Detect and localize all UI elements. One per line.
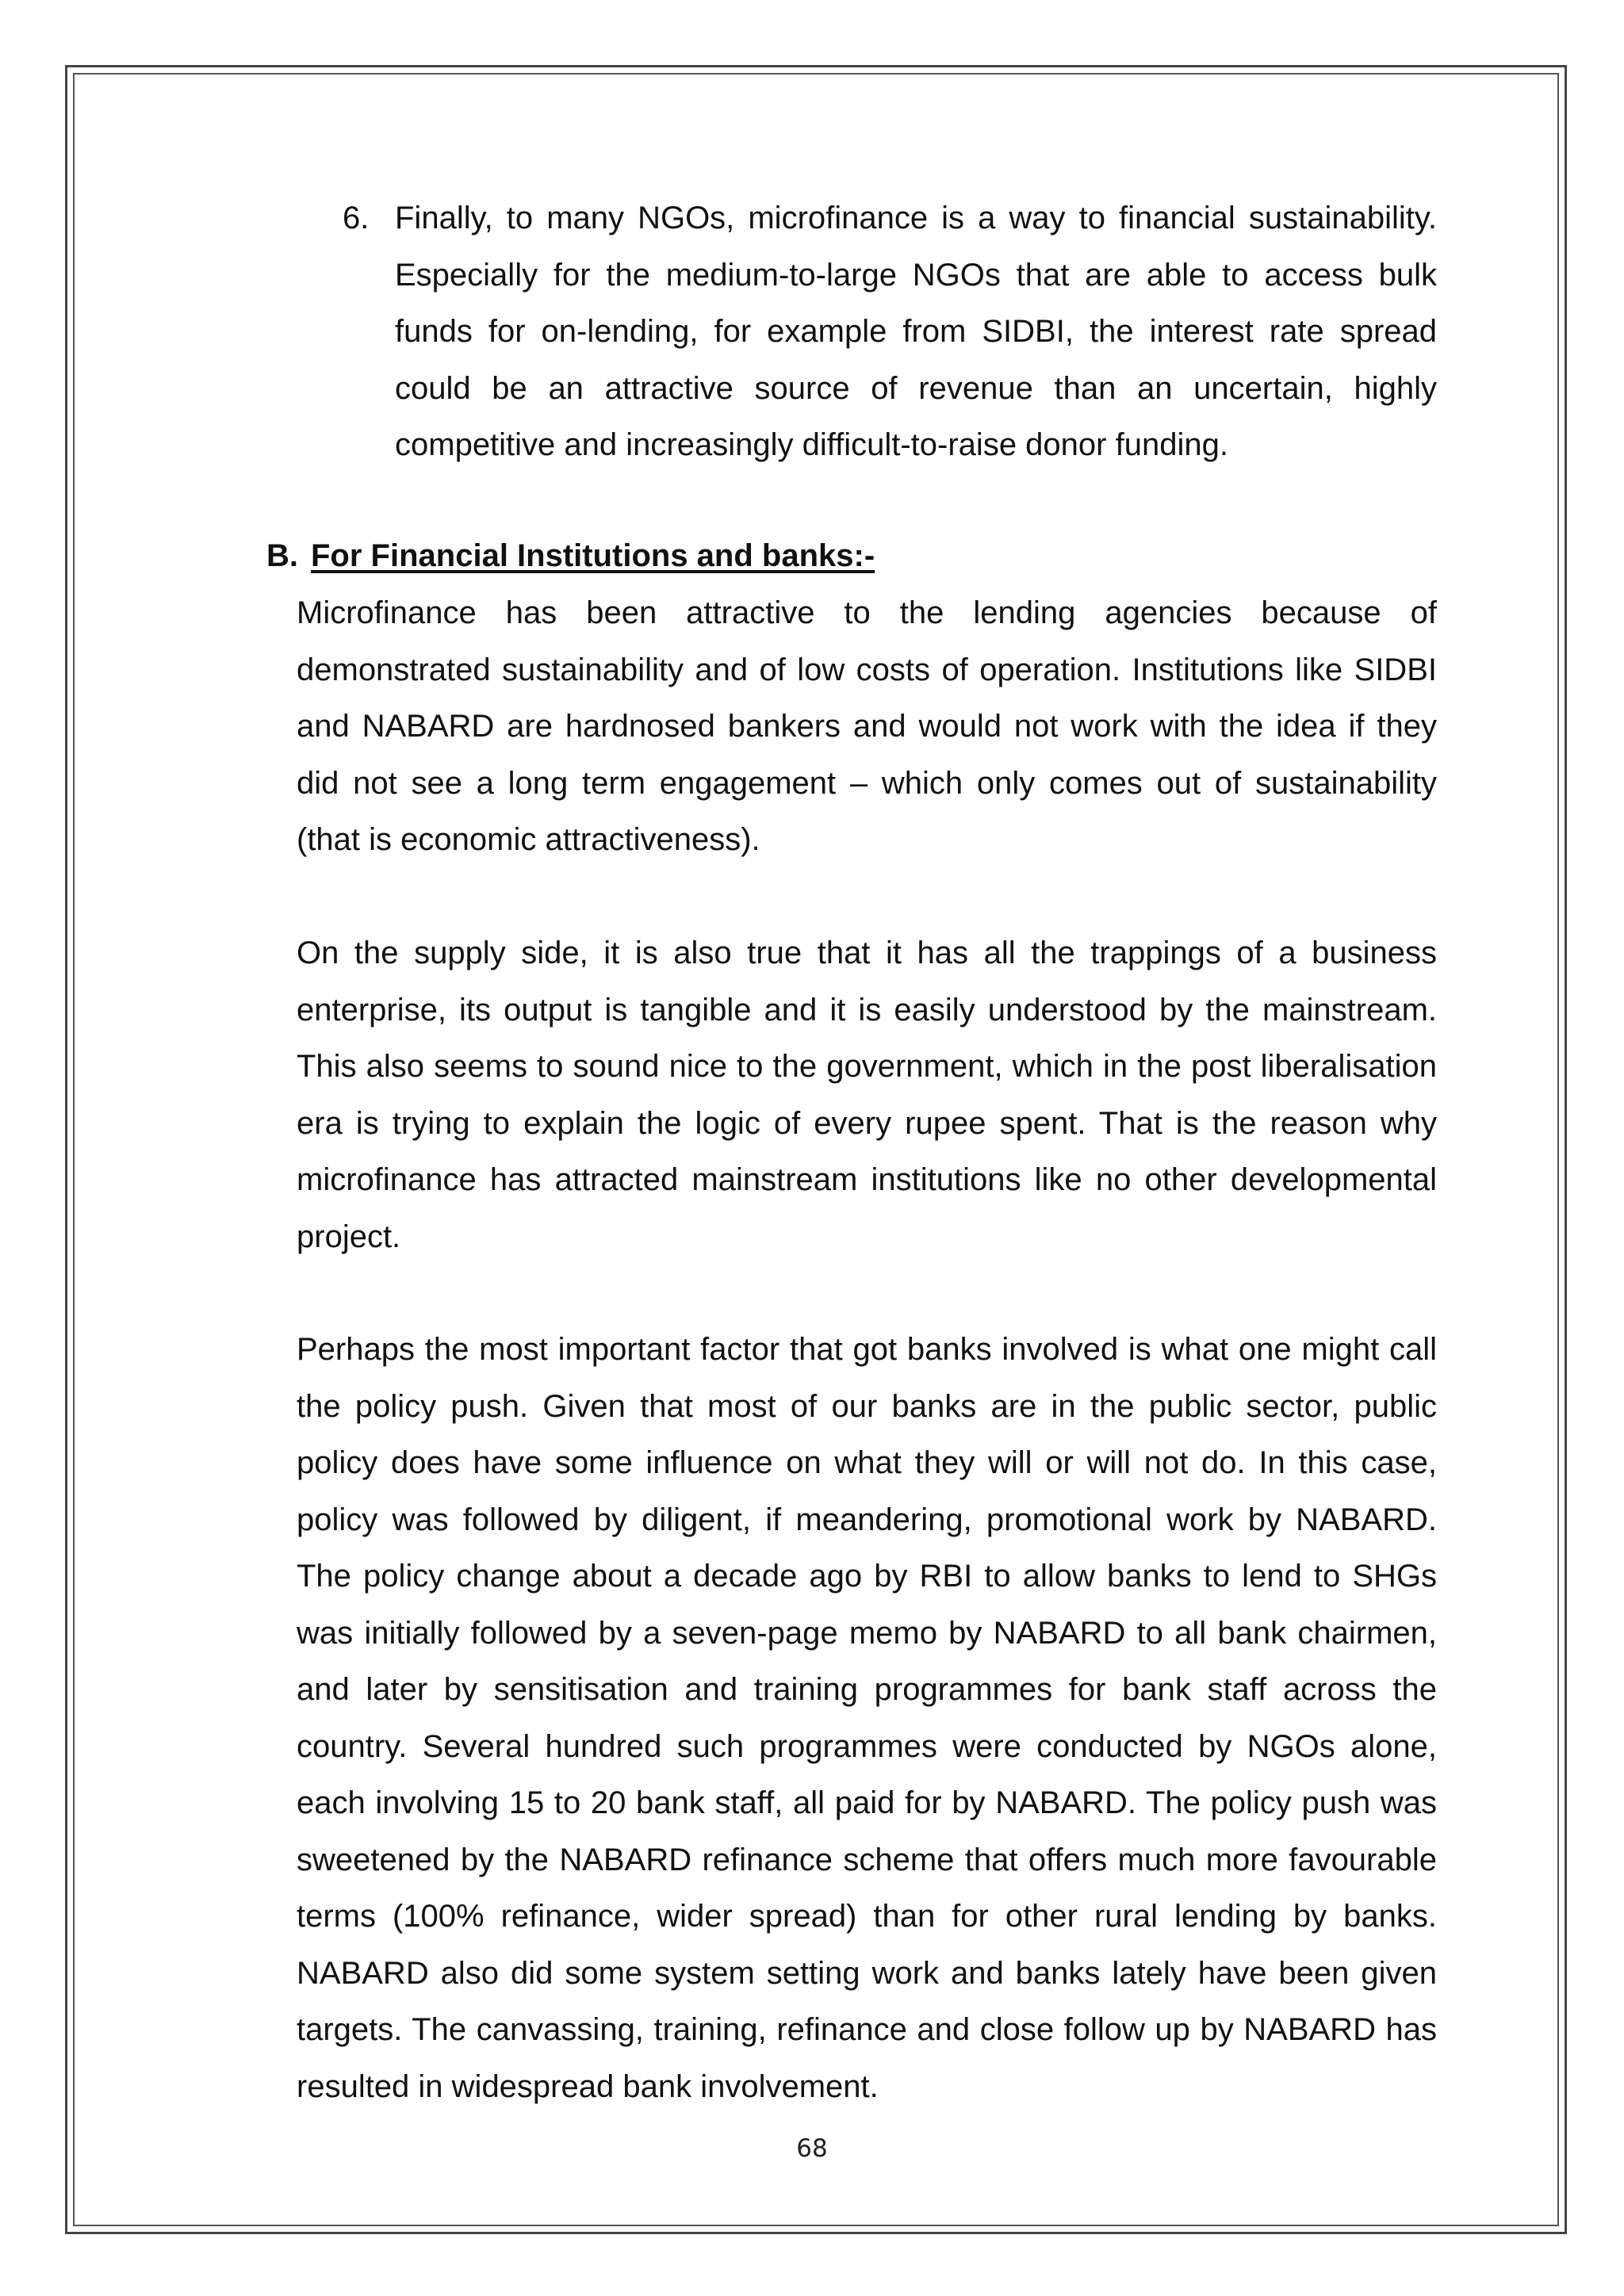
section-heading: [266, 528, 1424, 584]
list-item-number: 6.: [343, 201, 370, 235]
page-number: 68: [796, 2134, 828, 2163]
list-item-text: Finally, to many NGOs, microfinance is a way to financial sustainability. Especially for the medium-to-large NGOs that are able to access bulk funds for on-lending, for example from SIDBI, the interest rate spread could be an attractive source of revenue than an uncertain, highly competitive and increasingly difficult-to-raise donor funding.: [395, 201, 1437, 462]
paragraph-policy-push: Perhaps the most important factor that got banks involved is what one might call the policy push. Given that most of our banks are in the public sector, public policy does have some influence on what they will or will not do. In this case, policy was followed by diligent, if meandering, promotional work by NABARD. The policy change about a decade ago by RBI to allow banks to lend to SHGs was initially followed by a seven-page memo by NABARD to all bank chairmen, and later by sensitisation and training programmes for bank staff across the country. Several hundred such programmes were conducted by NGOs alone, each involving 15 to 20 bank staff, all paid for by NABARD. The policy push was sweetened by the NABARD refinance scheme that offers much more favourable terms (100% refinance, wider spread) than for other rural lending by banks. NABARD also did some system setting work and banks lately have been given targets. The canvassing, training, refinance and close follow up by NABARD has resulted in widespread bank involvement.: [297, 1332, 1437, 2104]
paragraph-lending-agencies: Microfinance has been attractive to the lending agencies because of demonstrated sustainability and of low costs of operation. Institutions like SIDBI and NABARD are hardnosed bankers and would not work with the idea if they did not see a long term engagement – which only comes out of sustainability (that is economic attractiveness).: [297, 595, 1437, 857]
section-title: For Financial Institutions and banks:-: [311, 538, 875, 573]
paragraph-supply-side: On the supply side, it is also true that it has all the trappings of a business enterprise, its output is tangible and it is easily understood by the mainstream. This also seems to sound nice to the government, which in the post liberalisation era is trying to explain the logic of every rupee spent. That is the reason why microfinance has attracted mainstream institutions like no other developmental project.: [297, 936, 1437, 1254]
section-label: B.: [266, 538, 298, 573]
